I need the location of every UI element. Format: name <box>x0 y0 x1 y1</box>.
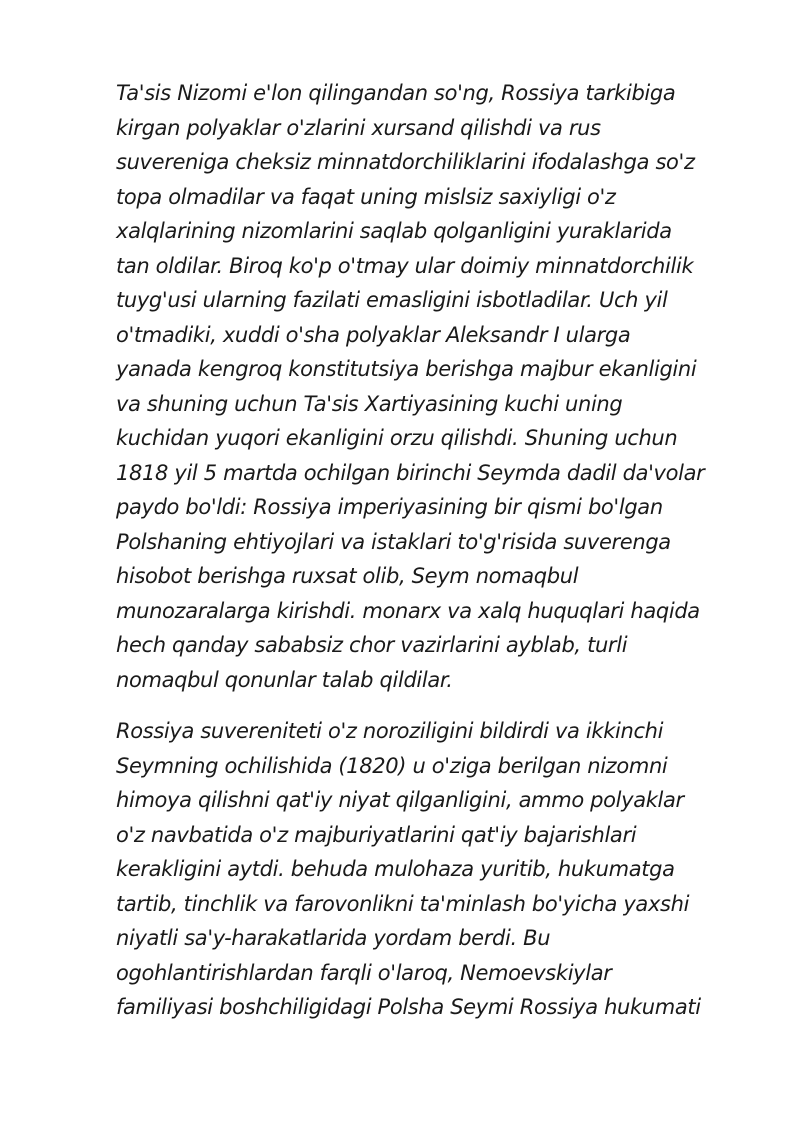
text-line: Rossiya suvereniteti o'z noroziligini bildirdi va ikkinchi <box>116 719 664 743</box>
text-line: suvereniga cheksiz minnatdorchiliklarini ifodalashga so'z <box>116 150 695 174</box>
text-line: himoya qilishni qat'iy niyat qilganligini, ammo polyaklar <box>116 788 684 812</box>
text-line: Seymning ochilishida (1820) u o'ziga berilgan nizomni <box>116 753 668 778</box>
text-line: hech qanday sababsiz chor vazirlarini ayblab, turli <box>116 633 628 657</box>
text-line: va shuning uchun Ta'sis Xartiyasining kuchi uning <box>116 391 623 416</box>
text-line: tartib, tinchlik va farovonlikni ta'minlash bo'yicha yaxshi <box>116 891 690 916</box>
text-line: xalqlarining nizomlarini saqlab qolganligini yuraklarida <box>116 219 672 243</box>
text-line: kerakligini aytdi. behuda mulohaza yuritib, hukumatga <box>116 857 675 881</box>
text-line: familiyasi boshchiligidagi Polsha Seymi Rossiya hukumati <box>116 995 701 1019</box>
text-line: tan oldilar. Biroq ko'p o'tmay ular doimiy minnatdorchilik <box>116 253 694 278</box>
paragraph-1 <box>116 76 756 697</box>
paragraph-2 <box>116 714 756 1025</box>
text-line: 1818 yil 5 martda ochilgan birinchi Seymda dadil da'volar <box>116 460 705 485</box>
text-line: topa olmadilar va faqat uning mislsiz saxiyligi o'z <box>116 184 616 209</box>
text-line: nomaqbul qonunlar talab qildilar. <box>116 667 453 692</box>
text-line: o'z navbatida o'z majburiyatlarini qat'iy bajarishlari <box>116 822 637 847</box>
text-line: hisobot berishga ruxsat olib, Seym nomaqbul <box>116 564 579 588</box>
text-line: munozaralarga kirishdi. monarx va xalq huquqlari haqida <box>116 598 700 623</box>
text-line: yanada kengroq konstitutsiya berishga majbur ekanligini <box>116 357 697 381</box>
text-line: tuyg'usi ularning fazilati emasligini isbotladilar. Uch yil <box>116 288 668 312</box>
text-line: kuchidan yuqori ekanligini orzu qilishdi. Shuning uchun <box>116 426 678 450</box>
text-line: Polshaning ehtiyojlari va istaklari to'g'risida suverenga <box>116 529 671 554</box>
text-line: niyatli sa'y-harakatlarida yordam berdi. Bu <box>116 926 551 950</box>
text-line: ogohlantirishlardan farqli o'laroq, Nemoevskiylar <box>116 960 612 985</box>
text-line: kirgan polyaklar o'zlarini xursand qilishdi va rus <box>116 115 601 140</box>
text-line: o'tmadiki, xuddi o'sha polyaklar Aleksandr I ularga <box>116 322 631 347</box>
text-line: Ta'sis Nizomi e'lon qilingandan so'ng, Rossiya tarkibiga <box>116 81 676 105</box>
text-line: paydo bo'ldi: Rossiya imperiyasining bir qismi bo'lgan <box>116 495 663 519</box>
body-text <box>116 76 756 1042</box>
